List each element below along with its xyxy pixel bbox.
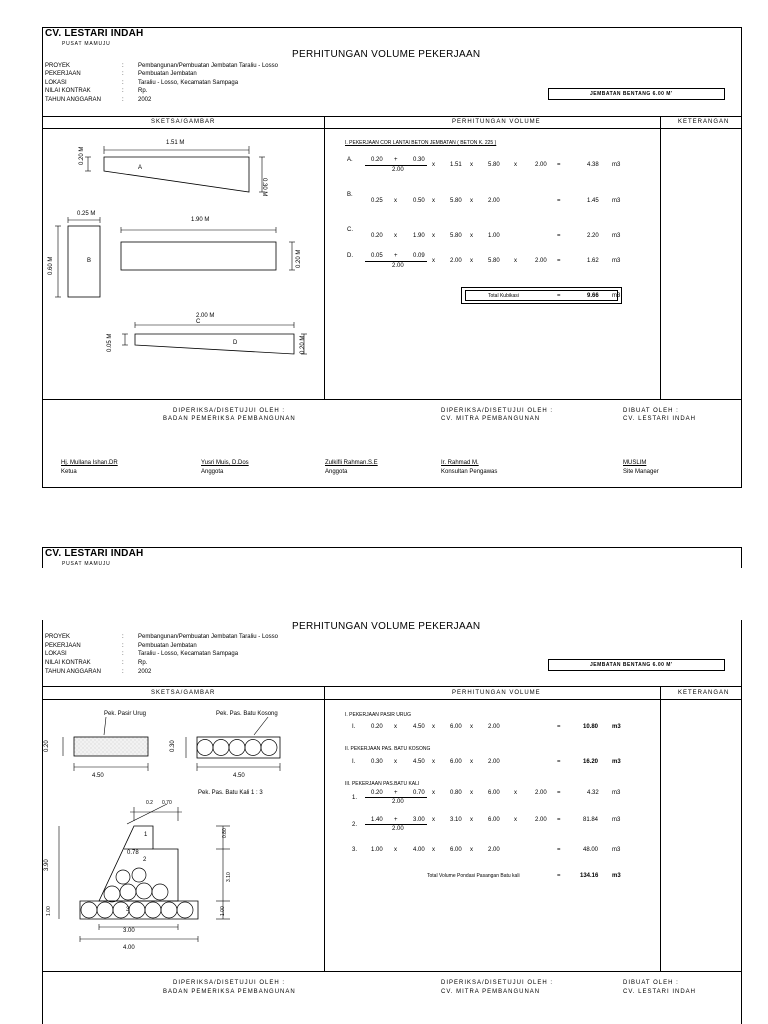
op: x xyxy=(432,233,435,239)
dim-190: 1.90 M xyxy=(191,217,210,223)
label-a: A xyxy=(138,165,143,171)
op: x xyxy=(394,847,397,853)
info-label: PROYEK xyxy=(45,634,71,640)
op: = xyxy=(557,847,561,853)
batu-kosong-label: Pek. Pas. Batu Kosong xyxy=(216,711,278,717)
op: x xyxy=(394,233,397,239)
total-eq: = xyxy=(557,293,561,299)
op: x xyxy=(432,198,435,204)
info-value: 2002 xyxy=(138,669,152,675)
company-office: PUSAT MAMUJU xyxy=(62,41,111,47)
company-office-2: PUSAT MAMUJU xyxy=(62,561,111,567)
company-name: CV. LESTARI INDAH xyxy=(45,28,144,39)
num: 2.00 xyxy=(392,167,404,173)
num: 0.20 xyxy=(371,790,383,796)
sig-role: Ketua xyxy=(61,469,77,475)
num: 6.00 xyxy=(450,759,462,765)
result: 81.84 xyxy=(583,817,599,823)
num: 1.51 xyxy=(450,162,462,168)
op: x xyxy=(470,198,473,204)
num: 0.25 xyxy=(371,198,383,204)
dim-078: 0.78 xyxy=(127,850,139,856)
info-label: PEKERJAAN xyxy=(45,643,81,649)
op: x xyxy=(470,817,473,823)
num: 0.20 xyxy=(371,157,383,163)
op: + xyxy=(394,157,398,163)
num: 1.00 xyxy=(488,233,500,239)
result: 2.20 xyxy=(587,233,599,239)
num: 4.00 xyxy=(413,847,425,853)
total-value: 9.66 xyxy=(587,293,599,299)
unit: m3 xyxy=(612,759,621,765)
op: x xyxy=(470,759,473,765)
info-value: Rp. xyxy=(138,660,148,666)
sig-heading: DIPERIKSA/DISETUJUI OLEH : xyxy=(441,980,554,986)
row-label: 3. xyxy=(352,847,358,853)
company-name-2: CV. LESTARI INDAH xyxy=(45,548,144,559)
info-sep: : xyxy=(122,80,124,86)
info-sep: : xyxy=(122,669,124,675)
op: x xyxy=(432,790,435,796)
op: = xyxy=(557,198,561,204)
zone-1: 1 xyxy=(144,832,148,838)
info-value: Pembangunan/Pembuatan Jembatan Taraliu - Losso xyxy=(138,634,278,640)
info-sep: : xyxy=(122,63,124,69)
bridge-label-3: JEMBATAN BENTANG 6.00 M' xyxy=(590,662,673,668)
op: x xyxy=(432,817,435,823)
dim-200: 2.00 M xyxy=(196,313,215,319)
dim-080: 0.80 xyxy=(222,828,228,838)
sheet-title-3: PERHITUNGAN VOLUME PEKERJAAN xyxy=(292,621,481,632)
info-value: Pembuatan Jembatan xyxy=(138,643,197,649)
unit: m3 xyxy=(612,847,621,853)
dim-100a: 1.00 xyxy=(46,906,52,916)
sig-org: CV. MITRA PEMBANGUNAN xyxy=(441,989,541,995)
dim-02: 0.2 xyxy=(146,800,153,806)
op: x xyxy=(394,759,397,765)
result: 16.20 xyxy=(583,759,599,765)
total-eq-3: = xyxy=(557,873,561,879)
op: x xyxy=(470,233,473,239)
op: = xyxy=(557,233,561,239)
row-label: 2. xyxy=(352,822,358,828)
row-label: 1. xyxy=(352,795,358,801)
op: x xyxy=(514,258,517,264)
op: x xyxy=(470,724,473,730)
unit: m3 xyxy=(612,233,621,239)
total-label-3: Total Volume Pondasi Pasangan Batu kali xyxy=(427,873,520,879)
dim-h020: 0.20 xyxy=(44,740,50,752)
sig-org: BADAN PEMERIKSA PEMBANGUNAN xyxy=(163,416,296,422)
col-sketch-header-3: SKETSA/GAMBAR xyxy=(151,690,216,696)
num: 2.00 xyxy=(392,826,404,832)
num: 2.00 xyxy=(488,759,500,765)
op: x xyxy=(470,790,473,796)
result: 1.62 xyxy=(587,258,599,264)
total-unit-3: m3 xyxy=(612,873,621,879)
dim-070: 0.70 xyxy=(162,800,172,806)
num: 0.09 xyxy=(413,253,425,259)
info-label: NILAI KONTRAK xyxy=(45,660,91,666)
result: 48.00 xyxy=(583,847,599,853)
row-label: D. xyxy=(347,253,353,259)
sig-role: Anggota xyxy=(325,469,348,475)
num: 1.90 xyxy=(413,233,425,239)
info-label: LOKASI xyxy=(45,651,67,657)
sig-name: Yusri Muis, D.Dos xyxy=(201,460,249,466)
num: 6.00 xyxy=(488,790,500,796)
num: 0.20 xyxy=(371,233,383,239)
num: 4.50 xyxy=(413,724,425,730)
sig-org: CV. LESTARI INDAH xyxy=(623,416,697,422)
calc-section-title: I. PEKERJAAN COR LANTAI BETON JEMBATAN ( BETON K. 225 ) xyxy=(345,140,497,146)
num: 0.80 xyxy=(450,790,462,796)
dim-h030: 0.30 xyxy=(170,740,176,752)
info-sep: : xyxy=(122,643,124,649)
op: = xyxy=(557,817,561,823)
dim-020c: 0.20 M xyxy=(300,335,306,354)
row-label: A. xyxy=(347,157,353,163)
label-c: C xyxy=(196,319,201,325)
dim-w450a: 4.50 xyxy=(92,773,104,779)
col-note-header-3: KETERANGAN xyxy=(678,690,730,696)
info-label: PROYEK xyxy=(45,63,71,69)
op: = xyxy=(557,759,561,765)
num: 6.00 xyxy=(450,724,462,730)
info-value: Pembangunan/Pembuatan Jembatan Taraliu - Losso xyxy=(138,63,278,69)
info-sep: : xyxy=(122,660,124,666)
num: 5.80 xyxy=(488,162,500,168)
op: x xyxy=(470,258,473,264)
info-label: TAHUN ANGGARAN xyxy=(45,669,101,675)
batu-kali-label: Pek. Pas. Batu Kali 1 : 3 xyxy=(198,790,263,796)
op: x xyxy=(394,724,397,730)
unit: m3 xyxy=(612,790,621,796)
op: = xyxy=(557,162,561,168)
num: 2.00 xyxy=(488,724,500,730)
row-label: I. xyxy=(352,724,356,730)
col-sketch-header: SKETSA/GAMBAR xyxy=(151,119,216,125)
op: x xyxy=(432,162,435,168)
num: 5.80 xyxy=(488,258,500,264)
unit: m3 xyxy=(612,724,621,730)
sig-org: CV. LESTARI INDAH xyxy=(623,989,697,995)
total-value-3: 134.16 xyxy=(580,873,599,879)
info-sep: : xyxy=(122,651,124,657)
label-b: B xyxy=(87,258,92,264)
info-sep: : xyxy=(122,634,124,640)
sig-name: Zulkifli Rahman.S.E xyxy=(325,460,378,466)
dim-w450b: 4.50 xyxy=(233,773,245,779)
sig-role: Site Manager xyxy=(623,469,659,475)
op: x xyxy=(470,847,473,853)
num: 5.80 xyxy=(450,198,462,204)
zone-3: 3 xyxy=(126,907,130,913)
op: x xyxy=(470,162,473,168)
num: 2.00 xyxy=(392,799,404,805)
num: 2.00 xyxy=(535,790,547,796)
total-unit: m3 xyxy=(612,293,621,299)
op: x xyxy=(432,759,435,765)
sig-org: BADAN PEMERIKSA PEMBANGUNAN xyxy=(163,989,296,995)
op: = xyxy=(557,790,561,796)
info-label: NILAI KONTRAK xyxy=(45,88,91,94)
num: 3.10 xyxy=(450,817,462,823)
dim-005: 0.05 M xyxy=(107,333,113,352)
sig-name: Hj. Mullana Ishan.DR xyxy=(61,460,118,466)
zone-2: 2 xyxy=(143,857,147,863)
op: + xyxy=(394,817,398,823)
num: 0.05 xyxy=(371,253,383,259)
col-note-header: KETERANGAN xyxy=(678,119,730,125)
num: 0.30 xyxy=(413,157,425,163)
num: 0.70 xyxy=(413,790,425,796)
info-label: TAHUN ANGGARAN xyxy=(45,97,101,103)
unit: m3 xyxy=(612,258,621,264)
result: 4.38 xyxy=(587,162,599,168)
sig-heading: DIBUAT OLEH : xyxy=(623,408,679,414)
op: x xyxy=(432,847,435,853)
sig-heading: DIPERIKSA/DISETUJUI OLEH : xyxy=(173,408,286,414)
info-sep: : xyxy=(122,71,124,77)
result: 10.80 xyxy=(583,724,599,730)
sec1-title: I. PEKERJAAN PASIR URUG xyxy=(345,712,412,718)
unit: m3 xyxy=(612,198,621,204)
sketch-drawing-1 xyxy=(42,128,324,398)
info-sep: : xyxy=(122,97,124,103)
op: = xyxy=(557,724,561,730)
info-value: Taraliu - Losso, Kecamatan Sampaga xyxy=(138,651,239,657)
num: 0.50 xyxy=(413,198,425,204)
sketch-drawing-3 xyxy=(42,699,324,971)
col-calc-header: PERHITUNGAN VOLUME xyxy=(452,119,541,125)
sec3-title: III. PEKERJAAN PAS.BATU KALI xyxy=(345,781,420,787)
num: 3.00 xyxy=(413,817,425,823)
num: 2.00 xyxy=(535,258,547,264)
dim-030a: 0.30 M xyxy=(261,178,267,197)
unit: m3 xyxy=(612,162,621,168)
num: 1.00 xyxy=(371,847,383,853)
sig-role: Anggota xyxy=(201,469,224,475)
sig-org: CV. MITRA PEMBANGUNAN xyxy=(441,416,541,422)
info-value: 2002 xyxy=(138,97,152,103)
sig-heading: DIPERIKSA/DISETUJUI OLEH : xyxy=(173,980,286,986)
num: 6.00 xyxy=(450,847,462,853)
dim-020a: 0.20 M xyxy=(79,146,85,165)
op: x xyxy=(432,724,435,730)
result: 1.45 xyxy=(587,198,599,204)
info-value: Pembuatan Jembatan xyxy=(138,71,197,77)
op: = xyxy=(557,258,561,264)
dim-400: 4.00 xyxy=(123,945,135,951)
dim-060: 0.60 M xyxy=(48,256,54,275)
label-d: D xyxy=(233,340,238,346)
num: 1.40 xyxy=(371,817,383,823)
bridge-label: JEMBATAN BENTANG 6.00 M' xyxy=(590,91,673,97)
sig-name: Ir. Rahmad M. xyxy=(441,460,479,466)
col-calc-header-3: PERHITUNGAN VOLUME xyxy=(452,690,541,696)
dim-300: 3.00 xyxy=(123,928,135,934)
op: + xyxy=(394,790,398,796)
num: 2.00 xyxy=(535,162,547,168)
num: 0.30 xyxy=(371,759,383,765)
sig-role: Konsultan Pengawas xyxy=(441,469,498,475)
sec2-title: II. PEKERJAAN PAS. BATU KOSONG xyxy=(345,746,431,752)
op: + xyxy=(394,253,398,259)
op: x xyxy=(514,162,517,168)
dim-100b: 1.00 xyxy=(220,906,226,916)
num: 2.00 xyxy=(450,258,462,264)
num: 5.80 xyxy=(450,233,462,239)
sheet-2-header-strip xyxy=(42,547,742,568)
total-label: Total Kubikasi xyxy=(488,293,519,299)
op: x xyxy=(514,817,517,823)
sig-heading: DIBUAT OLEH : xyxy=(623,980,679,986)
info-label: LOKASI xyxy=(45,80,67,86)
dim-025: 0.25 M xyxy=(77,211,96,217)
unit: m3 xyxy=(612,817,621,823)
row-label: I. xyxy=(352,759,356,765)
pasir-urug-label: Pek. Pasir Urug xyxy=(104,711,147,717)
dim-390: 3.90 xyxy=(44,859,50,871)
op: x xyxy=(394,198,397,204)
sheet-title: PERHITUNGAN VOLUME PEKERJAAN xyxy=(292,49,481,60)
num: 2.00 xyxy=(392,263,404,269)
num: 2.00 xyxy=(488,847,500,853)
sig-name: MUSLIM xyxy=(623,460,647,466)
num: 2.00 xyxy=(488,198,500,204)
info-sep: : xyxy=(122,88,124,94)
op: x xyxy=(514,790,517,796)
row-label: C. xyxy=(347,227,353,233)
num: 6.00 xyxy=(488,817,500,823)
info-value: Taraliu - Losso, Kecamatan Sampaga xyxy=(138,80,239,86)
row-label: B. xyxy=(347,192,353,198)
num: 0.20 xyxy=(371,724,383,730)
dim-310: 3.10 xyxy=(226,872,232,882)
info-label: PEKERJAAN xyxy=(45,71,81,77)
dim-020b: 0.20 M xyxy=(296,249,302,268)
result: 4.32 xyxy=(587,790,599,796)
sig-heading: DIPERIKSA/DISETUJUI OLEH : xyxy=(441,408,554,414)
num: 4.50 xyxy=(413,759,425,765)
op: x xyxy=(432,258,435,264)
info-value: Rp. xyxy=(138,88,148,94)
dim-151: 1.51 M xyxy=(166,140,185,146)
num: 2.00 xyxy=(535,817,547,823)
